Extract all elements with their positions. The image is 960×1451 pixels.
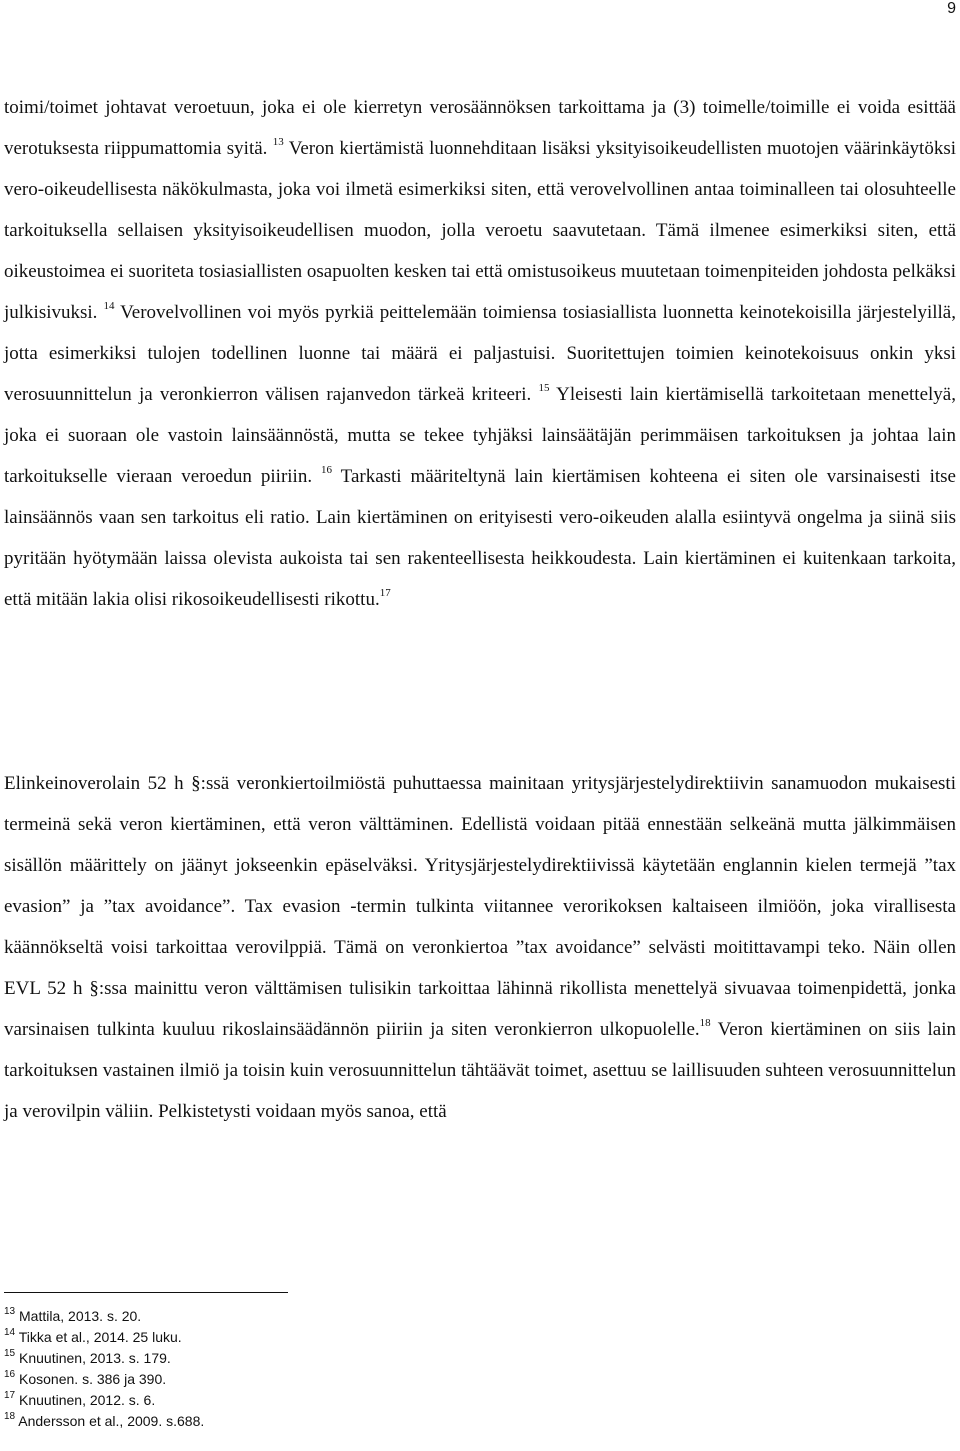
- footnote-number: 16: [4, 1369, 16, 1380]
- text-run: Elinkeinoverolain 52 h §:ssä veronkiertoilmiöstä puhuttaessa mainitaan yritysjärjestelydirektiivin sanamuodon mukaisesti termeinä sekä veron kiertäminen, että veron välttäminen. Edellistä voidaan pitää ennestään selkeänä mutta jälkimmäisen sisällön määrittely on jäänyt jokseenkin epäselväksi. Yritysjärjestelydirektiivissä käytetään englannin kielen termejä ”tax evasion” ja ”tax avoidance”. Tax evasion -termin tulkinta viitannee verorikoksen kaltaiseen ilmiöön, joka virallisesta käännökseltä voisi tarkoittaa verovilppiä. Tämä on veronkiertoa ”tax avoidance” selvästi moitittavampi teko. Näin ollen EVL 52 h §:ssa mainittu veron välttämisen tulisikin tarkoittaa lähinnä rikollista menettelyä sivuavaa toimenpidettä, jonka varsinaisen tulkinta kuuluu rikoslainsäädännön piiriin ja siten veronkierron ulkopuolelle.: [4, 773, 956, 1040]
- footnote-reference: 13: [272, 136, 284, 148]
- footnote-text: Kosonen. s. 386 ja 390.: [19, 1371, 167, 1387]
- footnote: [4, 1348, 204, 1369]
- footnote-number: 15: [4, 1348, 16, 1359]
- text-run: toimi/toimet johtavat veroetuun, joka ei ole kierretyn verosäännöksen tarkoittama ja (3) toimelle/toimille ei voida esittää verotuksesta riippumattomia syitä.: [4, 97, 956, 159]
- footnote-number: 13: [4, 1306, 16, 1317]
- footnote: [4, 1411, 204, 1432]
- text-run: Tarkasti määriteltynä lain kiertämisen kohteena ei siten ole varsinaisesti itse lainsäännös vaan sen tarkoitus eli ratio. Lain kiertäminen on erityisesti vero-oikeuden alalla esiintyvä ongelma ja siinä siis pyritään hyötymään laissa olevista aukoista tai sen rakenteellisesta heikkoudesta. Lain kiertäminen ei kuitenkaan tarkoita, että mitään lakia olisi rikosoikeudellisesti rikottu.: [4, 466, 956, 610]
- footnote-text: Knuutinen, 2013. s. 179.: [19, 1350, 171, 1366]
- footnote-separator: [4, 1292, 288, 1293]
- footnote: [4, 1369, 204, 1390]
- footnote: [4, 1390, 204, 1411]
- text-run: Yleisesti lain kiertämisellä tarkoitetaan menettelyä, joka ei suoraan ole vastoin lainsäännöstä, mutta se tekee tyhjäksi lainsäätäjän perimmäisen tarkoituksen ja johtaa lain tarkoitukselle vieraan veroedun piiriin.: [4, 384, 956, 487]
- footnote-number: 17: [4, 1390, 16, 1401]
- footnote-reference: 17: [379, 587, 391, 599]
- footnote-number: 14: [4, 1327, 16, 1338]
- footnote-text: Mattila, 2013. s. 20.: [19, 1308, 142, 1324]
- body-paragraph-1: [4, 87, 956, 620]
- footnote-number: 18: [4, 1411, 16, 1422]
- footnote-text: Andersson et al., 2009. s.688.: [18, 1413, 205, 1429]
- page-number: 9: [947, 0, 956, 17]
- footnote-reference: 16: [321, 464, 333, 476]
- footnote-text: Knuutinen, 2012. s. 6.: [19, 1392, 156, 1408]
- text-run: Veron kiertämistä luonnehditaan lisäksi yksityisoikeudellisten muotojen väärinkäytöksi vero-oikeudellisesta näkökulmasta, joka voi ilmetä esimerkiksi siten, että verovelvollinen antaa toiminalleen tai olosuhteelle tarkoituksella sellaisen yksityisoikeudellisen muodon, jolla veroetu saavutetaan. Tämä ilmenee esimerkiksi siten, että oikeustoimea ei suoriteta tosiasiallisten osapuolten kesken tai että omistusoikeus muutetaan toimenpiteiden johdosta pelkäksi julkisivuksi.: [4, 138, 956, 323]
- text-run: Veron kiertäminen on siis lain tarkoituksen vastainen ilmiö ja toisin kuin verosuunnittelun tähtäävät toimet, asettuu se laillisuuden suhteen verosuunnittelun ja verovilpin väliin. Pelkistetysti voidaan myös sanoa, että: [4, 1019, 956, 1122]
- body-paragraph-2: [4, 763, 956, 1132]
- footnote: [4, 1306, 204, 1327]
- footnote-reference: 15: [538, 382, 550, 394]
- footnote: [4, 1327, 204, 1348]
- footnotes: [4, 1306, 204, 1432]
- text-run: Verovelvollinen voi myös pyrkiä peittelemään toimiensa tosiasiallista luonnetta keinotekoisilla järjestelyillä, jotta esimerkiksi tulojen todellinen luonne tai määrä ei paljastuisi. Suoritettujen toimien keinotekoisuus onkin yksi verosuunnittelun ja veronkierron välisen rajanvedon tärkeä kriteeri.: [4, 302, 956, 405]
- footnote-reference: 14: [103, 300, 115, 312]
- footnote-reference: 18: [699, 1017, 711, 1029]
- footnote-text: Tikka et al., 2014. 25 luku.: [18, 1329, 182, 1345]
